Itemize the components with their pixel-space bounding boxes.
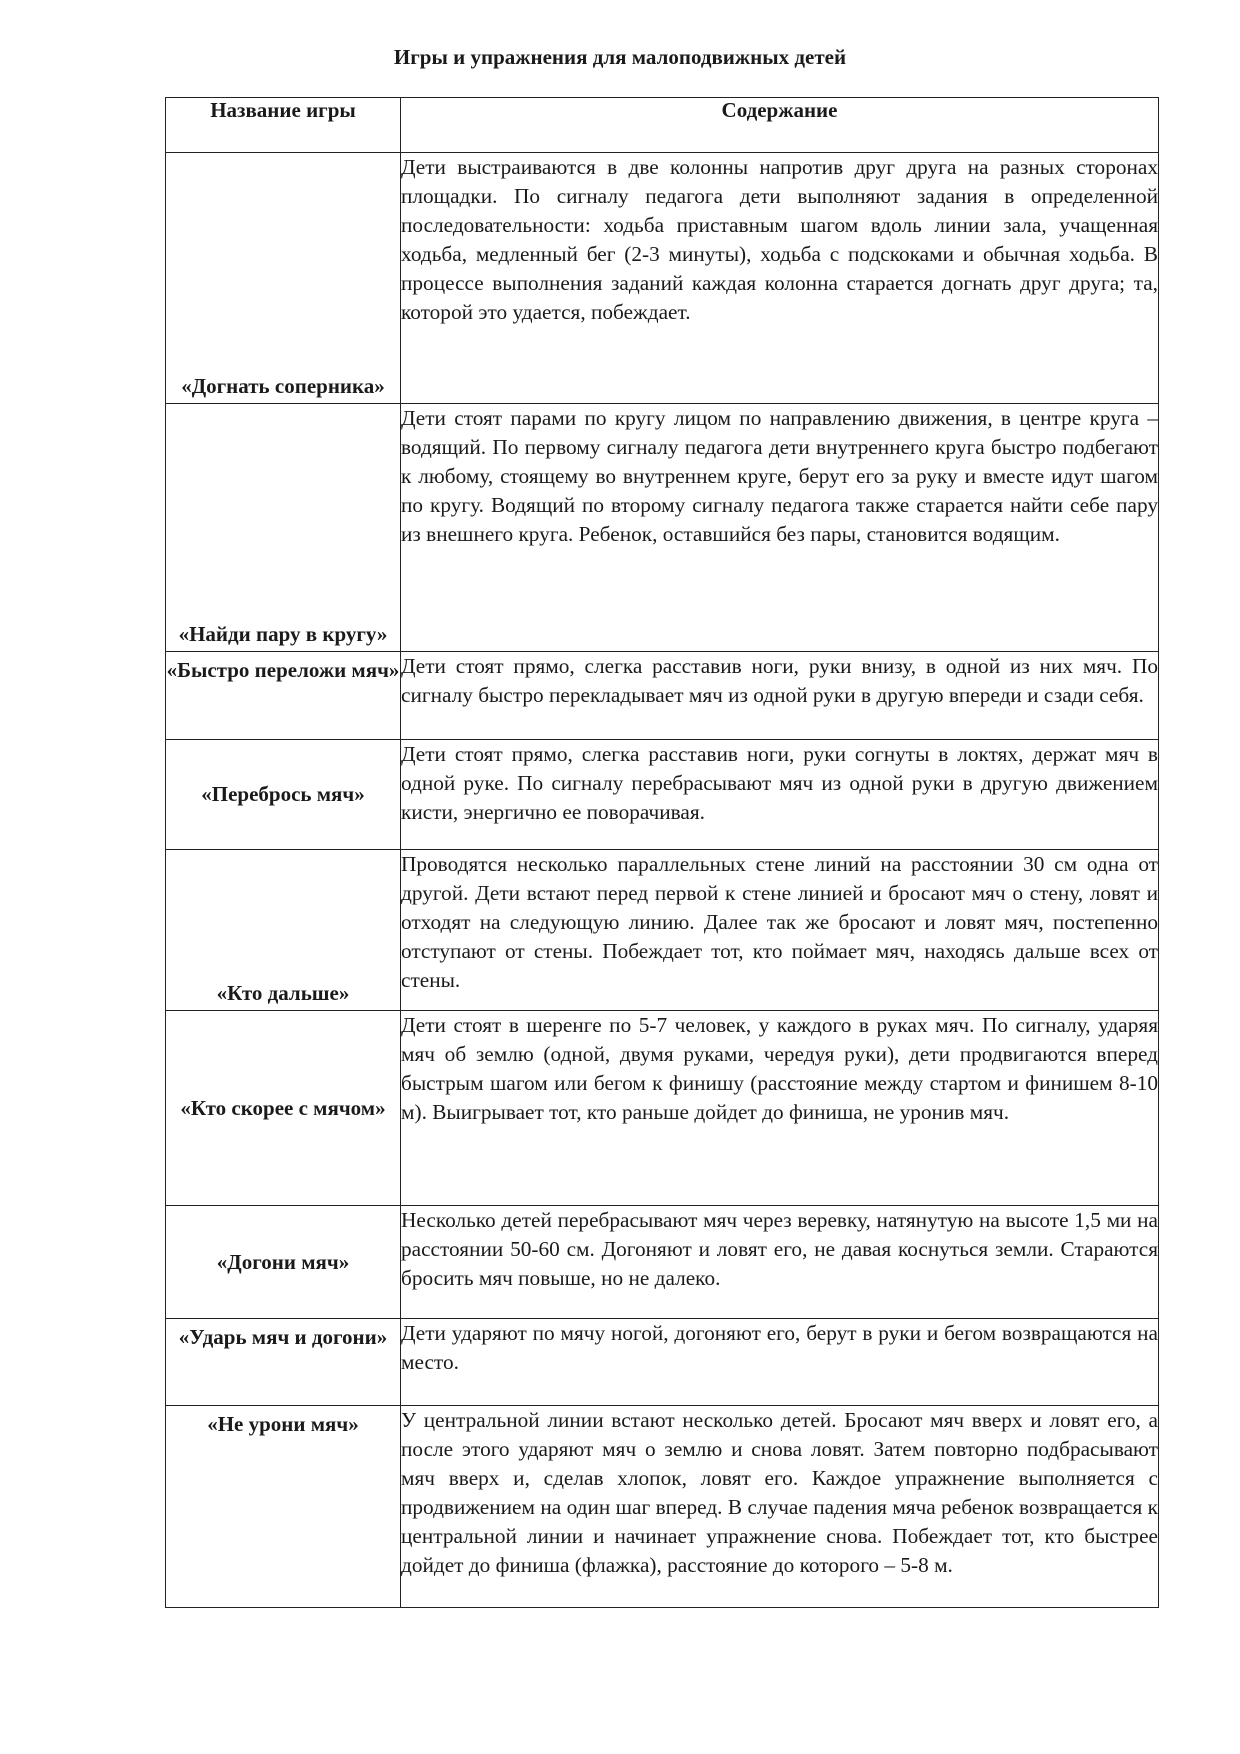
- game-content: Дети выстраиваются в две колонны напротив друг друга на разных сторонах площадки. По сигналу педагога дети выполняют задания в определенной последовательности: ходьба приставным шагом вдоль линии зала, учащенная ходьба, медленный бег (2-3 минуты), ходьба с подскоками и обычная ходьба. В процессе выполнения заданий каждая колонна старается догнать друг друга; та, которой это удается, побеждает.: [401, 153, 1159, 404]
- game-name: «Найди пару в кругу»: [166, 404, 401, 652]
- game-content: Дети стоят в шеренге по 5-7 человек, у каждого в руках мяч. По сигналу, ударяя мяч об землю (одной, двумя руками, чередуя руки), дети продвигаются вперед быстрым шагом или бегом к финишу (расстояние между стартом и финишем 8-10 м). Выигрывает тот, кто раньше дойдет до финиша, не уронив мяч.: [401, 1011, 1159, 1206]
- game-content: Несколько детей перебрасывают мяч через веревку, натянутую на высоте 1,5 ми на расстоянии 50-60 см. Догоняют и ловят его, не давая коснуться земли. Стараются бросить мяч повыше, но не далеко.: [401, 1206, 1159, 1319]
- game-name: «Кто скорее с мячом»: [166, 1011, 401, 1206]
- game-content: Дети стоят прямо, слегка расставив ноги, руки согнуты в локтях, держат мяч в одной руке. По сигналу перебрасывают мяч из одной руки в другую движением кисти, энергично ее поворачивая.: [401, 740, 1159, 850]
- game-content: У центральной линии встают несколько детей. Бросают мяч вверх и ловят его, а после этого ударяют мяч о землю и снова ловят. Затем повторно подбрасывают мяч вверх и, сделав хлопок, ловят его. Каждое упражнение выполняется с продвижением на один шаг вперед. В случае падения мяча ребенок возвращается к центральной линии и начинает упражнение снова. Побеждает тот, кто быстрее дойдет до финиша (флажка), расстояние до которого – 5-8 м.: [401, 1406, 1159, 1608]
- game-name: «Ударь мяч и догони»: [166, 1319, 401, 1406]
- table-row: [166, 1319, 1159, 1406]
- table-header-row: [166, 98, 1159, 153]
- games-table: [165, 97, 1159, 1608]
- game-name: «Кто дальше»: [166, 850, 401, 1011]
- table-row: [166, 153, 1159, 404]
- game-content: Дети стоят прямо, слегка расставив ноги, руки внизу, в одной из них мяч. По сигналу быстро перекладывает мяч из одной руки в другую впереди и сзади себя.: [401, 652, 1159, 740]
- game-name: «Быстро переложи мяч»: [166, 652, 401, 740]
- page-title: Игры и упражнения для малоподвижных детей: [393, 45, 847, 69]
- column-header-name: Название игры: [166, 98, 401, 153]
- game-content: Дети ударяют по мячу ногой, догоняют его, берут в руки и бегом возвращаются на место.: [401, 1319, 1159, 1406]
- game-name: «Не урони мяч»: [166, 1406, 401, 1608]
- table-row: [166, 850, 1159, 1011]
- table-row: [166, 1011, 1159, 1206]
- table-row: [166, 1406, 1159, 1608]
- game-content: Дети стоят парами по кругу лицом по направлению движения, в центре круга – водящий. По первому сигналу педагога дети внутреннего круга быстро подбегают к любому, стоящему во внутреннем круге, берут его за руку и вместе идут шагом по кругу. Водящий по второму сигналу педагога также старается найти себе пару из внешнего круга. Ребенок, оставшийся без пары, становится водящим.: [401, 404, 1159, 652]
- game-content: Проводятся несколько параллельных стене линий на расстоянии 30 см одна от другой. Дети встают перед первой к стене линией и бросают мяч о стену, ловят и отходят на следующую линию. Далее так же бросают и ловят мяч, постепенно отступают от стены. Побеждает тот, кто поймает мяч, находясь дальше всех от стены.: [401, 850, 1159, 1011]
- game-name: «Переброcь мяч»: [166, 740, 401, 850]
- game-name: «Догнать соперника»: [166, 153, 401, 404]
- table-row: [166, 652, 1159, 740]
- game-name: «Догони мяч»: [166, 1206, 401, 1319]
- table-row: [166, 740, 1159, 850]
- table-row: [166, 1206, 1159, 1319]
- column-header-content: Содержание: [401, 98, 1159, 153]
- table-row: [166, 404, 1159, 652]
